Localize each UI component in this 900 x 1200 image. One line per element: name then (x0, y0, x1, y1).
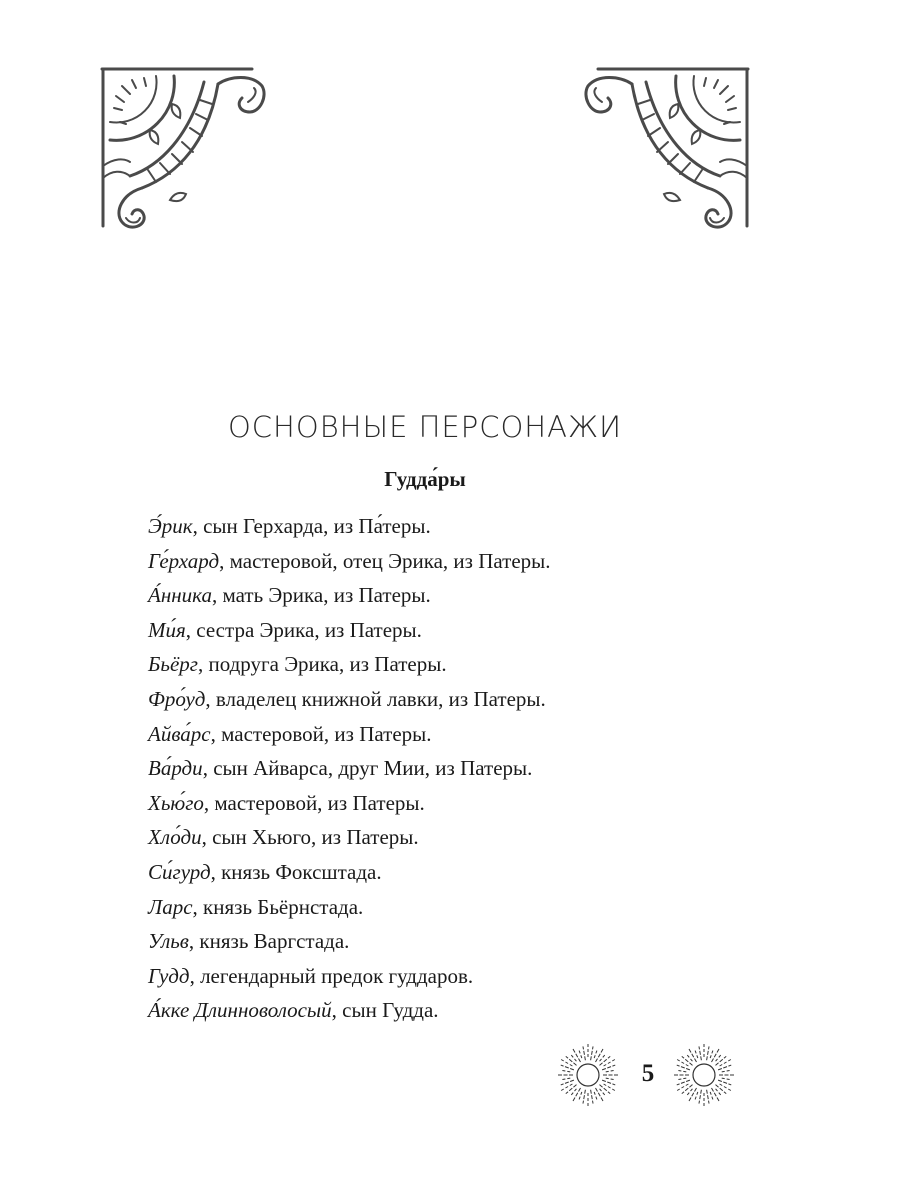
character-entry (148, 682, 788, 717)
character-name: Э́рик (148, 514, 193, 538)
corner-ornament-right-icon (580, 66, 750, 232)
sunburst-right-icon (671, 1042, 737, 1108)
sunburst-left-icon (555, 1042, 621, 1108)
page-number: 5 (641, 1060, 655, 1087)
corner-ornament-left-icon (100, 66, 270, 232)
character-description: , князь Варгстада. (188, 929, 350, 954)
character-entry (148, 717, 788, 752)
character-description: , легендарный предок гуддаров. (189, 963, 474, 988)
character-name: Ге́рхард (148, 548, 220, 573)
character-description: , мастеровой, из Патеры. (203, 790, 425, 815)
character-description: , подруга Эрика, из Патеры. (197, 652, 447, 677)
character-name: Ва́рди (148, 756, 203, 781)
character-description: , владелец книжной лавки, из Патеры. (205, 686, 546, 711)
character-entry (148, 959, 788, 994)
character-entry (148, 786, 788, 821)
character-description: , мастеровой, отец Эрика, из Патеры. (219, 548, 551, 573)
character-list (148, 509, 788, 1028)
character-name: Ларс (148, 894, 193, 919)
character-entry (148, 613, 788, 648)
character-name: Хью́го (148, 790, 204, 815)
character-description: , князь Фоксштада. (210, 859, 382, 884)
character-description: , сын Хьюго, из Патеры. (201, 825, 419, 850)
character-entry (148, 751, 788, 786)
character-entry (148, 855, 788, 890)
character-name: Хло́ди (148, 825, 202, 850)
character-name: Бьёрг (148, 652, 198, 677)
page-title: ОСНОВНЫЕ ПЕРСОНАЖИ (227, 410, 622, 444)
character-description: , мастеровой, из Патеры. (210, 721, 432, 746)
character-entry (148, 647, 788, 682)
character-entry (148, 890, 788, 925)
section-subtitle: Гудда́ры (384, 467, 466, 491)
character-name: Айва́рс (148, 721, 211, 746)
character-name: Гудд (148, 963, 190, 988)
character-name: Ульв (148, 929, 189, 954)
character-description: , сестра Эрика, из Патеры. (185, 617, 422, 642)
page-footer (555, 1040, 741, 1114)
character-entry (148, 993, 788, 1028)
character-description: , мать Эрика, из Патеры. (211, 583, 431, 608)
character-name: Фро́уд (148, 686, 206, 711)
character-name: Ми́я (148, 617, 186, 642)
character-description: , сын Гудда. (331, 998, 439, 1023)
character-entry (148, 820, 788, 855)
character-description: , сын Герхарда, из Па́теры. (192, 514, 431, 538)
character-name: А́кке Длинноволосый (148, 998, 332, 1023)
character-entry (148, 578, 788, 613)
character-name: Си́гурд (148, 859, 211, 884)
character-description: , сын Айварса, друг Мии, из Патеры. (202, 756, 533, 781)
character-name: А́нника (148, 583, 212, 608)
character-entry (148, 509, 788, 544)
character-entry (148, 544, 788, 579)
character-entry (148, 924, 788, 959)
character-description: , князь Бьёрнстада. (192, 894, 364, 919)
